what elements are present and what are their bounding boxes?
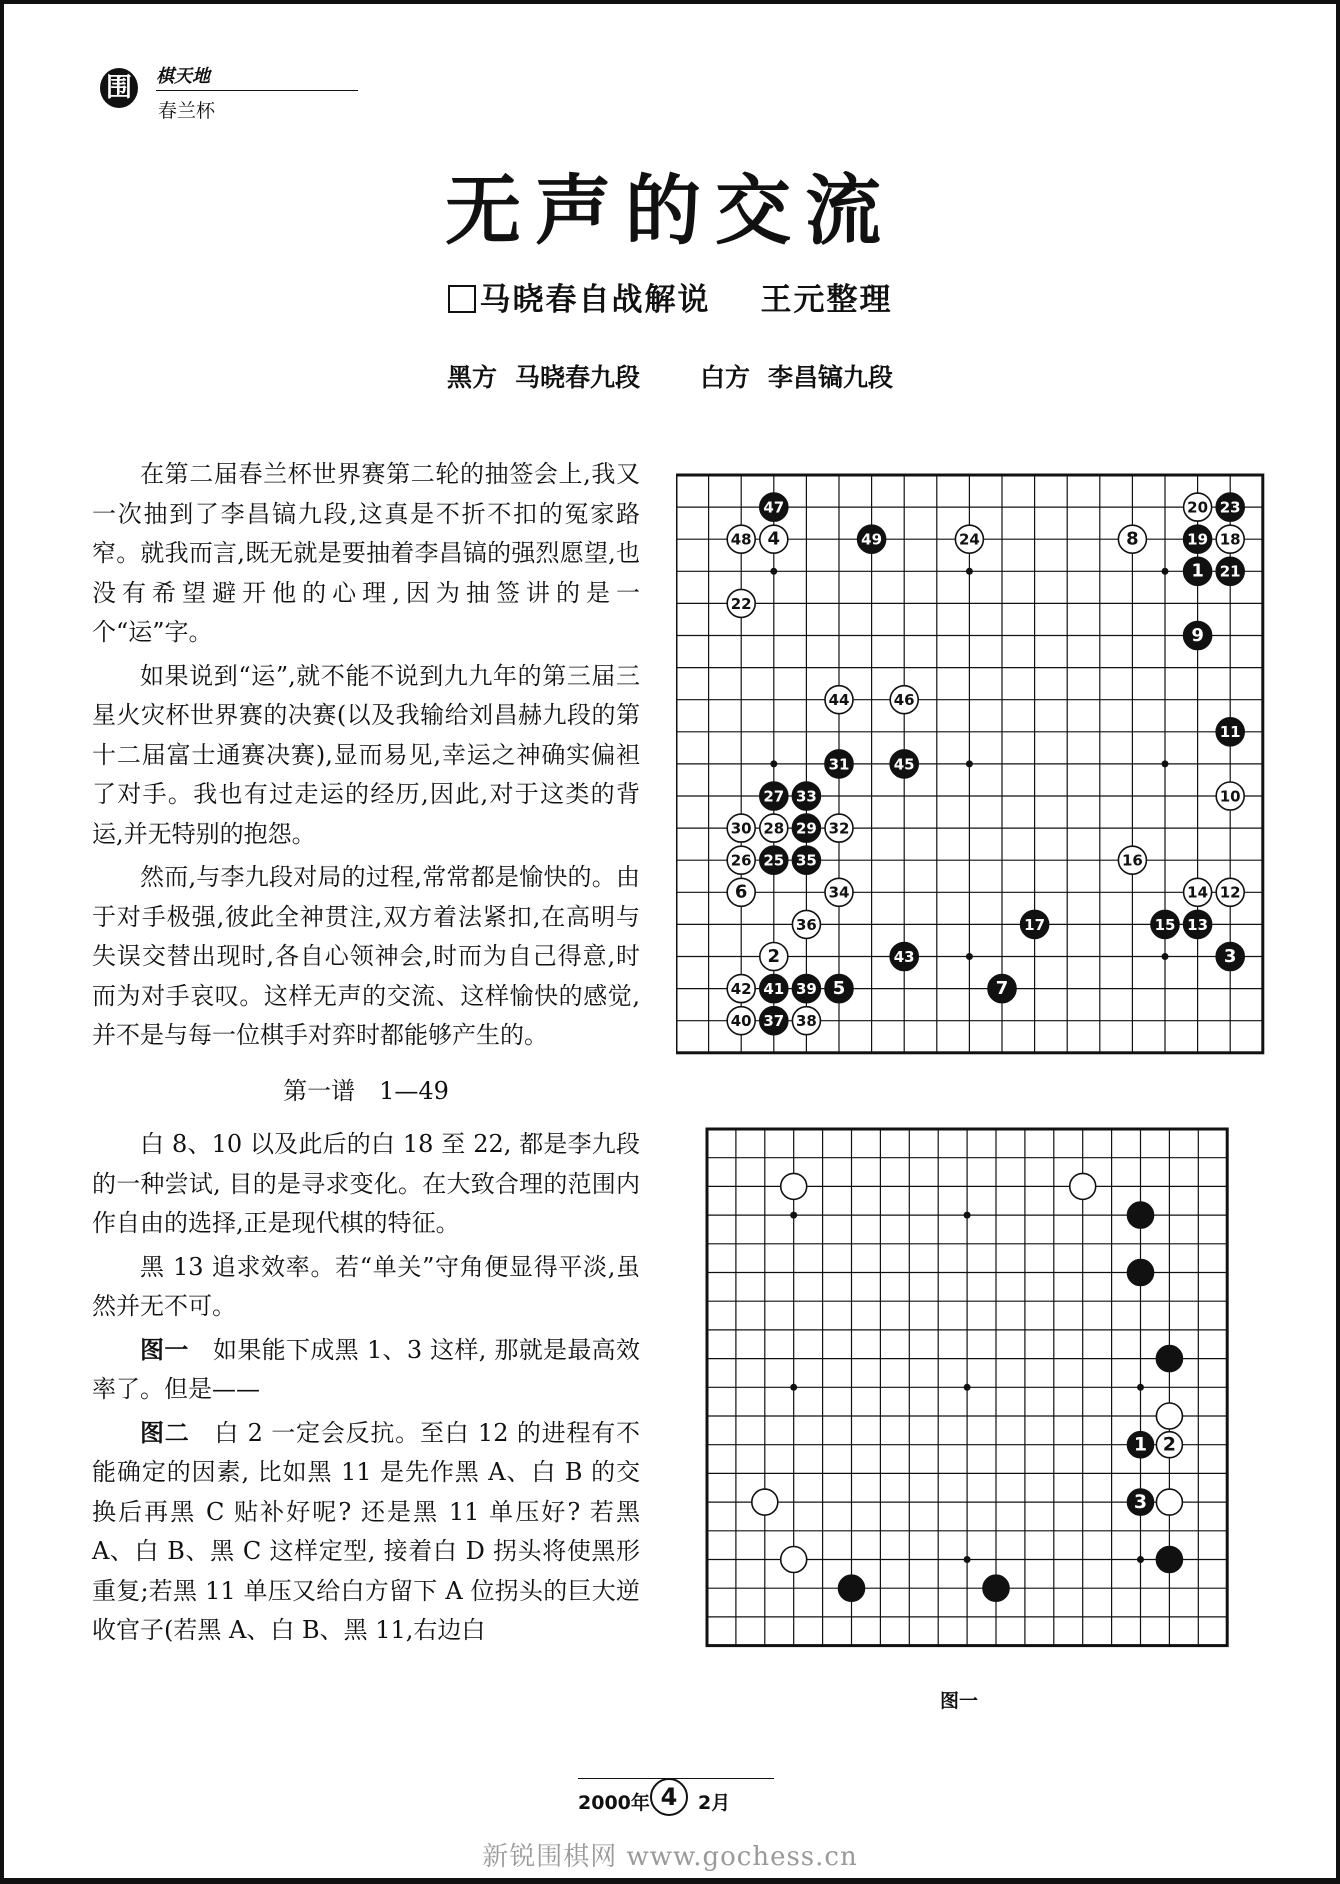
star-point xyxy=(964,1556,971,1563)
white-stone xyxy=(752,1489,778,1515)
move-number: 39 xyxy=(795,980,817,998)
star-point xyxy=(966,953,973,960)
move-number: 3 xyxy=(1133,1490,1148,1513)
article-title: 无声的交流 xyxy=(445,166,895,255)
move-number: 14 xyxy=(1187,883,1209,902)
move-number: 3 xyxy=(1223,945,1237,967)
move-number: 25 xyxy=(763,851,785,870)
star-point xyxy=(790,1384,797,1391)
move-number: 36 xyxy=(795,915,817,934)
paragraph-3: 然而,与李九段对局的过程,常常都是愉快的。由于对手极强,彼此全神贯注,双方着法紧扣,在高明与失误交替出现时,各自心领神会,时而为自己得意,时而为对手哀叹。这样无声的交流、这样愉快的感觉,并不是与每一位棋手对弈时都能够产生的。 xyxy=(92,863,640,1049)
move-number: 12 xyxy=(1219,883,1241,902)
move-number: 48 xyxy=(730,530,752,549)
footer-year: 2000年 xyxy=(578,1792,650,1814)
black-stone xyxy=(839,1575,865,1601)
move-number: 23 xyxy=(1219,498,1241,517)
move-number: 34 xyxy=(828,883,850,902)
magazine-name: 棋天地 xyxy=(156,66,210,87)
move-number: 21 xyxy=(1219,562,1241,581)
move-number: 31 xyxy=(828,755,850,774)
paragraph-6-text: 如果能下成黑 1、3 这样, 那就是最高效率了。但是—— xyxy=(92,1335,641,1403)
black-stone xyxy=(1156,1346,1182,1372)
paragraph-1: 在第二届春兰杯世界赛第二轮的抽签会上,我又一次抽到了李昌镐九段,这真是不折不扣的冤家路窄。就我而言,既无就是要抽着李昌镐的强烈愿望,也没有希望避开他的心理,因为抽签讲的是一个“运”字。 xyxy=(92,460,640,646)
move-number: 47 xyxy=(763,498,785,517)
move-number: 17 xyxy=(1024,915,1046,934)
move-number: 29 xyxy=(795,819,817,838)
star-point xyxy=(770,568,777,575)
players-line xyxy=(0,358,1340,394)
white-stone xyxy=(1156,1489,1182,1515)
black-stone xyxy=(983,1575,1009,1601)
move-number: 1 xyxy=(1191,560,1204,582)
footer-month: 2月 xyxy=(698,1792,731,1814)
star-point xyxy=(964,1212,971,1219)
section-heading: 第一谱 1—49 xyxy=(283,1076,449,1105)
move-number: 27 xyxy=(763,787,785,806)
move-number: 10 xyxy=(1219,787,1241,806)
star-point xyxy=(790,1212,797,1219)
move-number: 30 xyxy=(730,819,752,838)
move-number: 11 xyxy=(1219,723,1241,742)
figure-2-label: 图二 xyxy=(140,1418,190,1447)
move-number: 13 xyxy=(1187,915,1209,934)
move-number: 42 xyxy=(730,980,752,998)
page-footer xyxy=(578,1776,778,1816)
paragraph-4: 白 8、10 以及此后的白 18 至 22, 都是李九段的一种尝试, 目的是寻求变化。在大致合理的范围内作自由的选择,正是现代棋的特征。 xyxy=(92,1130,640,1237)
watermark: 新锐围棋网 www.gochess.cn xyxy=(482,1842,858,1872)
white-stone xyxy=(781,1173,807,1199)
move-number: 28 xyxy=(763,819,785,838)
black-stone xyxy=(1156,1547,1182,1573)
move-number: 46 xyxy=(893,691,915,710)
white-stone xyxy=(1070,1173,1096,1199)
star-point xyxy=(1137,1384,1144,1391)
move-number: 2 xyxy=(1162,1433,1177,1456)
white-player: 李昌镐九段 xyxy=(768,363,894,392)
black-stone xyxy=(1128,1202,1154,1228)
white-stone xyxy=(1156,1403,1182,1429)
byline xyxy=(0,274,1340,319)
move-number: 43 xyxy=(893,947,915,966)
move-number: 5 xyxy=(832,978,846,999)
move-number: 38 xyxy=(795,1012,817,1031)
black-player: 马晓春九段 xyxy=(514,363,640,392)
move-number: 15 xyxy=(1154,915,1176,934)
move-number: 26 xyxy=(730,851,752,870)
star-point xyxy=(1162,953,1169,960)
move-number: 44 xyxy=(828,691,850,710)
paragraph-2: 如果说到“运”,就不能不说到九九年的第三届三星火灾杯世界赛的决赛(以及我输给刘昌赫九段的第十二届富士通赛决赛),显而易见,幸运之神确实偏袒了对手。我也有过走运的经历,因此,对于这类的背运,并无特别的抱怨。 xyxy=(92,661,640,848)
byline-box-icon xyxy=(448,285,476,313)
byline-author: 马晓春自战解说 xyxy=(479,282,711,318)
game-record-board xyxy=(676,470,1272,1058)
black-label: 黑方 xyxy=(446,363,497,392)
byline-editor: 王元整理 xyxy=(760,282,893,318)
move-number: 41 xyxy=(763,980,785,998)
move-number: 7 xyxy=(995,978,1009,999)
move-number: 40 xyxy=(730,1012,752,1031)
star-point xyxy=(966,760,973,767)
magazine-logo: 围 xyxy=(100,68,138,108)
move-number: 2 xyxy=(767,945,781,967)
paragraph-7 xyxy=(92,1414,640,1651)
paragraph-5: 黑 13 追求效率。若“单关”守角便显得平淡,虽然并无不可。 xyxy=(92,1252,640,1320)
move-number: 45 xyxy=(893,755,915,774)
diagram-1-caption: 图一 xyxy=(940,1690,979,1712)
column-name: 春兰杯 xyxy=(158,100,216,122)
move-number: 35 xyxy=(795,851,817,870)
star-point xyxy=(1162,568,1169,575)
move-number: 4 xyxy=(767,528,781,550)
move-number: 16 xyxy=(1121,851,1143,870)
move-number: 6 xyxy=(734,881,748,903)
move-number: 22 xyxy=(730,594,752,613)
header-rule xyxy=(156,90,358,91)
move-number: 19 xyxy=(1187,530,1209,549)
figure-1-label: 图一 xyxy=(140,1335,189,1364)
star-point xyxy=(770,760,777,767)
white-stone xyxy=(781,1547,807,1573)
move-number: 37 xyxy=(763,1012,785,1031)
page-number: 4 xyxy=(650,1778,688,1816)
diagram-1-board xyxy=(705,1127,1231,1649)
move-number: 1 xyxy=(1133,1433,1148,1456)
move-number: 9 xyxy=(1191,624,1204,646)
article-body xyxy=(92,455,640,1655)
move-number: 32 xyxy=(828,819,850,838)
star-point xyxy=(1137,1556,1144,1563)
move-number: 20 xyxy=(1187,498,1209,517)
move-number: 49 xyxy=(861,530,883,549)
star-point xyxy=(966,568,973,575)
paragraph-6 xyxy=(92,1331,640,1410)
black-stone xyxy=(1128,1260,1154,1286)
move-number: 18 xyxy=(1219,530,1241,549)
star-point xyxy=(964,1384,971,1391)
move-number: 8 xyxy=(1126,528,1139,550)
white-label: 白方 xyxy=(700,363,751,392)
move-number: 24 xyxy=(958,530,980,549)
star-point xyxy=(1162,760,1169,767)
paragraph-7-text: 白 2 一定会反抗。至白 12 的进程有不能确定的因素, 比如黑 11 是先作黑 A、白 B 的交换后再黑 C 贴补好呢? 还是黑 11 单压好? 若黑 A、白 B、黑 C 这样定型, 接着白 D 拐头将使黑形重复;若黑 11 单压又给白方留下 A 位拐头的巨大逆收官子(若黑 A、白 B、黑 11,右边白 xyxy=(92,1418,641,1644)
move-number: 33 xyxy=(795,787,817,806)
